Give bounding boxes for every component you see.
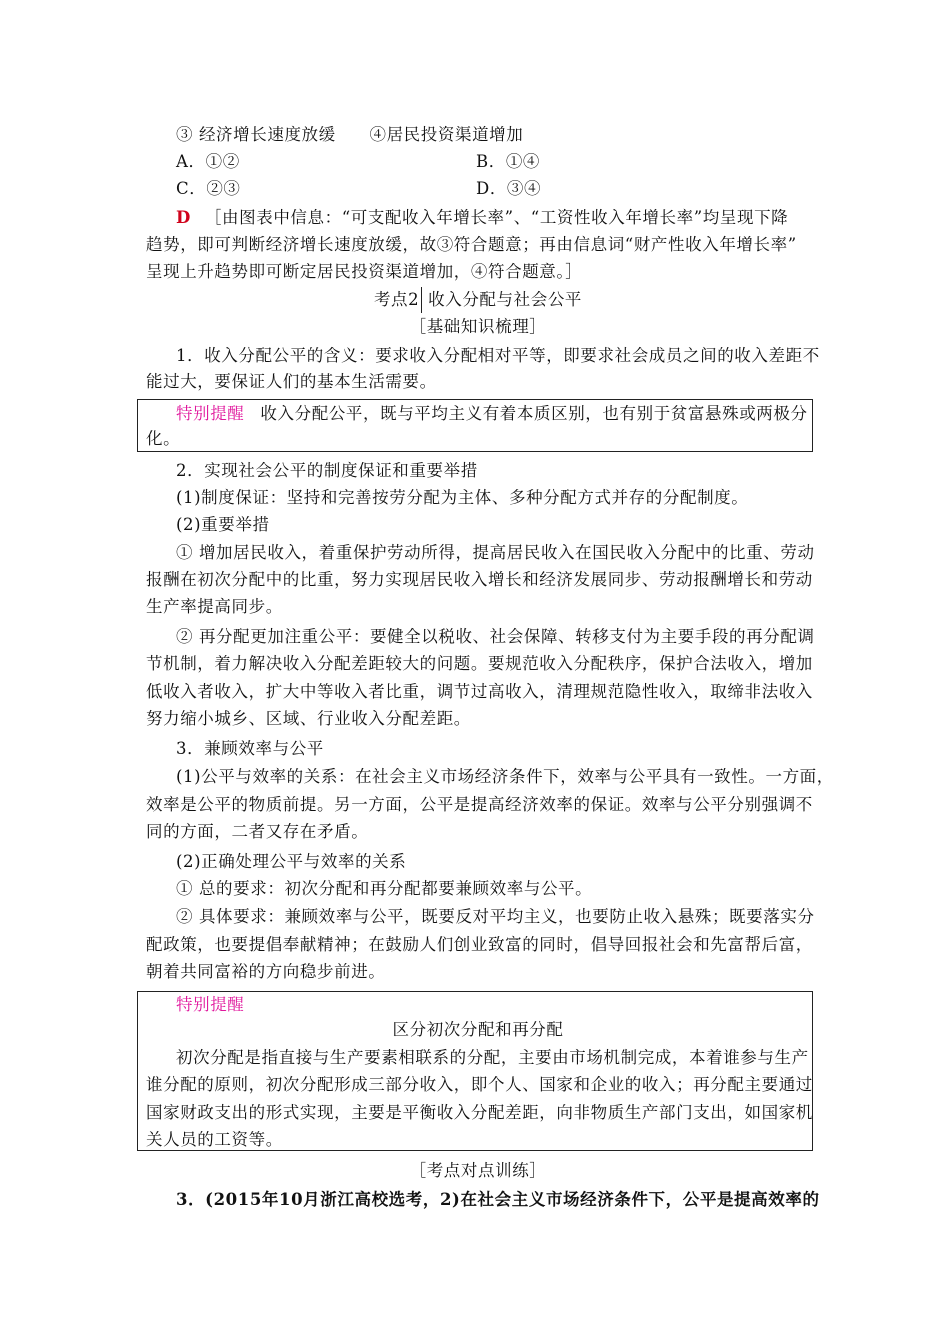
tip1-line-2: 化。 [146,429,181,448]
tip2-line-3: 国家财政支出的形式实现，主要是平衡收入分配差距，向非物质生产部门支出，如国家机 [146,1103,813,1122]
p2-m1-line-1: ① 增加居民收入，着重保护劳动所得，提高居民收入在国民收入分配中的比重、劳动 [176,543,815,562]
p2-m1-line-2: 报酬在初次分配中的比重，努力实现居民收入增长和经济发展同步、劳动报酬增长和劳动 [146,570,813,589]
p3-r2: (2)正确处理公平与效率的关系 [176,852,407,871]
p2-heading: 2．实现社会公平的制度保证和重要举措 [176,461,478,480]
option-c: C．②③ [176,179,241,198]
tip2-label: 特别提醒 [176,995,245,1014]
item-3: ③ 经济增长速度放缓 [176,125,336,144]
tip2-line-1: 初次分配是指直接与生产要素相联系的分配，主要由市场机制完成，本着谁参与生产 [176,1048,809,1067]
p2-m1-line-3: 生产率提高同步。 [146,597,283,616]
p2-m2-line-2: 节机制，着力解决收入分配差距较大的问题。要规范收入分配秩序，保护合法收入，增加 [146,654,813,673]
question-3: 3．(2015年10月浙江高校选考，2)在社会主义市场经济条件下，公平是提高效率的 [176,1190,820,1209]
p3-heading: 3．兼顾效率与公平 [176,739,324,758]
answer-line-3: 呈现上升趋势即可断定居民投资渠道增加，④符合题意。］ [146,262,583,281]
tip1-line-1 [176,401,810,427]
answer-line-2: 趋势，即可判断经济增长速度放缓，故③符合题意；再由信息词“财产性收入年增长率” [146,235,797,254]
training-heading: ［考点对点训练］ [409,1161,547,1180]
item-4: ④居民投资渠道增加 [369,125,524,144]
answer-line-1 [176,205,810,231]
option-a: A．①② [176,152,240,171]
tip2-line-4: 关人员的工资等。 [146,1130,283,1149]
p3-r1-line-1: (1)公平与效率的关系：在社会主义市场经济条件下，效率与公平具有一致性。一方面， [176,767,834,786]
p3-g1: ① 总的要求：初次分配和再分配都要兼顾效率与公平。 [176,879,593,898]
section-label: 考点2 [374,287,422,313]
p2-m2-line-1: ② 再分配更加注重公平：要健全以税收、社会保障、转移支付为主要手段的再分配调 [176,627,815,646]
question-items-row [176,122,810,148]
p2-m2-line-3: 低收入者收入，扩大中等收入者比重，调节过高收入，清理规范隐性收入，取缔非法收入 [146,682,813,701]
tip2-title: 区分初次分配和再分配 [392,1020,564,1039]
p3-g2-line-2: 配政策，也要提倡奉献精神；在鼓励人们创业致富的同时，倡导回报社会和先富帮后富， [146,935,813,954]
p2-sub1: (1)制度保证：坚持和完善按劳分配为主体、多种分配方式并存的分配制度。 [176,488,749,507]
tip1-label: 特别提醒 [176,404,245,423]
p3-r1-line-2: 效率是公平的物质前提。另一方面，公平是提高经济效率的保证。效率与公平分别强调不 [146,795,813,814]
tip2-line-2: 谁分配的原则，初次分配形成三部分收入，即个人、国家和企业的收入；再分配主要通过 [146,1075,813,1094]
p2-m2-line-4: 努力缩小城乡、区域、行业收入分配差距。 [146,709,471,728]
p3-g2-line-1: ② 具体要求：兼顾效率与公平，既要反对平均主义，也要防止收入悬殊；既要落实分 [176,907,815,926]
options-row-1 [176,149,810,175]
section-title [146,287,810,313]
option-b: B．①④ [476,152,541,171]
option-d: D．③④ [476,179,542,198]
p3-g2-line-3: 朝着共同富裕的方向稳步前进。 [146,962,386,981]
p2-sub2: (2)重要举措 [176,515,270,534]
p3-r1-line-3: 同的方面，二者又存在矛盾。 [146,822,369,841]
answer-key: D [176,208,191,227]
section-heading: 收入分配与社会公平 [428,290,583,309]
p1-line-1: 1．收入分配公平的含义：要求收入分配相对平等，即要求社会成员之间的收入差距不 [176,346,820,365]
options-row-2 [176,176,810,202]
section-subtitle: ［基础知识梳理］ [409,317,547,336]
answer-text-1: ［由图表中信息：“可支配收入年增长率”、“工资性收入年增长率”均呈现下降 [204,208,789,227]
tip1-text-1: 收入分配公平，既与平均主义有着本质区别，也有别于贫富悬殊或两极分 [260,404,808,423]
p1-line-2: 能过大，要保证人们的基本生活需要。 [146,372,437,391]
